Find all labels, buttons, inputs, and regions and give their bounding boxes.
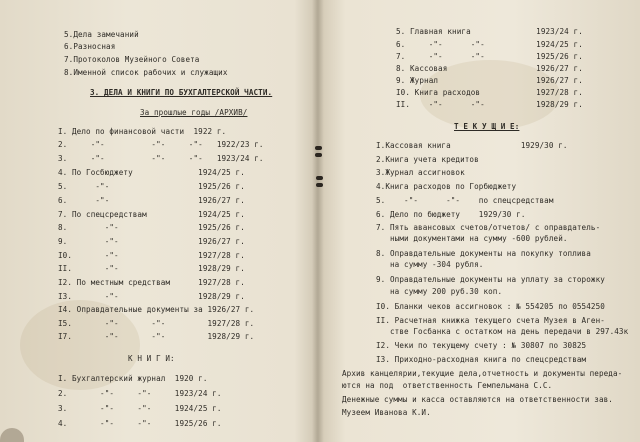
- current-item: 3.Журнал ассигновок: [376, 168, 465, 177]
- page-fold: [312, 0, 324, 442]
- current-item: на сумму -304 рубля.: [376, 260, 484, 269]
- right-top-item: 9. Журнал 1926/27 г.: [396, 76, 583, 85]
- section-subtitle: За прошлые годы /АРХИВ/: [140, 108, 248, 117]
- ledger-item: 7. По спецсредствам 1924/25 г.: [58, 210, 245, 219]
- ledger-item: I4. Оправдательные документы за 1926/27 г.: [58, 305, 255, 314]
- ledger-item: 8. -"- 1925/26 г.: [58, 223, 245, 232]
- section-title: 3. ДЕЛА И КНИГИ ПО БУХГАЛТЕРСКОЙ ЧАСТИ.: [90, 88, 273, 97]
- ledger-item: I. Дело по финансовой части 1922 г.: [58, 127, 227, 136]
- closing-line: Музеем Ивановa К.И.: [342, 408, 431, 417]
- current-item: 2.Книга учета кредитов: [376, 155, 479, 164]
- left-top-item: 6.Разносная: [64, 42, 116, 51]
- right-top-item: 5. Главная книга 1923/24 г.: [396, 27, 583, 36]
- ledger-item: I5. -"- -"- 1927/28 г.: [58, 319, 255, 328]
- current-item: на сумму 200 руб.30 коп.: [376, 287, 503, 296]
- closing-line: Архив канцелярии,текущие дела,отчетность и документы переда-: [342, 369, 623, 378]
- right-page: [324, 0, 640, 442]
- right-top-item: 6. -"- -"- 1924/25 г.: [396, 40, 583, 49]
- ledger-item: 6. -"- 1926/27 г.: [58, 196, 245, 205]
- ledger-item: 2. -"- -"- -"- 1922/23 г.: [58, 140, 264, 149]
- current-item: 4.Книга расходов по Горбюджету: [376, 182, 517, 191]
- books-title: К Н И Г И:: [128, 354, 175, 363]
- left-page: [0, 0, 312, 442]
- right-top-item: 7. -"- -"- 1925/26 г.: [396, 52, 583, 61]
- current-item: 7. Пять авансовых счетов/отчетов/ с оправдатель-: [376, 223, 601, 232]
- binding-hole: [315, 146, 322, 150]
- ledger-item: I2. По местным средствам 1927/28 г.: [58, 278, 245, 287]
- ledger-item: 5. -"- 1925/26 г.: [58, 182, 245, 191]
- closing-line: ются на под ответственность Гемпельмана С.С.: [342, 381, 553, 390]
- binding-hole: [316, 183, 323, 187]
- current-item: стве Госбанка с остатком на день передачи в 297.43к: [376, 327, 629, 336]
- ledger-item: 9. -"- 1926/27 г.: [58, 237, 245, 246]
- left-top-item: 8.Именной список рабочих и служащих: [64, 68, 228, 77]
- right-top-item: 8. Кассовая 1926/27 г.: [396, 64, 583, 73]
- left-top-item: 7.Протоколов Музейного Совета: [64, 55, 200, 64]
- ledger-item: II. -"- 1928/29 г.: [58, 264, 245, 273]
- current-item: II. Расчетная книжка текущего счета Музея в Аген-: [376, 316, 605, 325]
- current-title: Т Е К У Щ И Е:: [454, 122, 520, 131]
- binding-hole: [316, 176, 323, 180]
- book-item: 2. -"- -"- 1923/24 г.: [58, 389, 222, 398]
- closing-line: Денежные суммы и касса оставляются на ответственности зав.: [342, 395, 613, 404]
- book-item: I. Бухгалтерский журнал 1920 г.: [58, 374, 208, 383]
- current-item: 5. -"- -"- по спецсредствам: [376, 196, 554, 205]
- right-top-item: II. -"- -"- 1928/29 г.: [396, 100, 583, 109]
- right-top-item: I0. Книга расходов 1927/28 г.: [396, 88, 583, 97]
- binding-hole: [315, 153, 322, 157]
- ledger-item: I0. -"- 1927/28 г.: [58, 251, 245, 260]
- left-top-item: 5.Дела замечаний: [64, 30, 139, 39]
- current-item: I.Кассовая книга 1929/30 г.: [376, 141, 568, 150]
- current-item: I0. Бланки чеков ассигновок : № 554205 по 0554250: [376, 302, 605, 311]
- current-item: I2. Чеки по текущему счету : № 30807 по 30825: [376, 341, 587, 350]
- current-item: 8. Оправдательные документы на покупку топлива: [376, 249, 591, 258]
- current-item: 9. Оправдательные документы на уплату за сторожку: [376, 275, 605, 284]
- ledger-item: 4. По Госбюджету 1924/25 г.: [58, 168, 245, 177]
- book-item: 3. -"- -"- 1924/25 г.: [58, 404, 222, 413]
- current-item: 6. Дело по бюджету 1929/30 г.: [376, 210, 526, 219]
- ledger-item: I7. -"- -"- 1928/29 г.: [58, 332, 255, 341]
- book-item: 4. -"- -"- 1925/26 г.: [58, 419, 222, 428]
- current-item: ными документами на сумму -600 рублей.: [376, 234, 568, 243]
- ledger-item: 3. -"- -"- -"- 1923/24 г.: [58, 154, 264, 163]
- ledger-item: I3. -"- 1928/29 г.: [58, 292, 245, 301]
- current-item: I3. Приходно-расходная книга по спецсредствам: [376, 355, 587, 364]
